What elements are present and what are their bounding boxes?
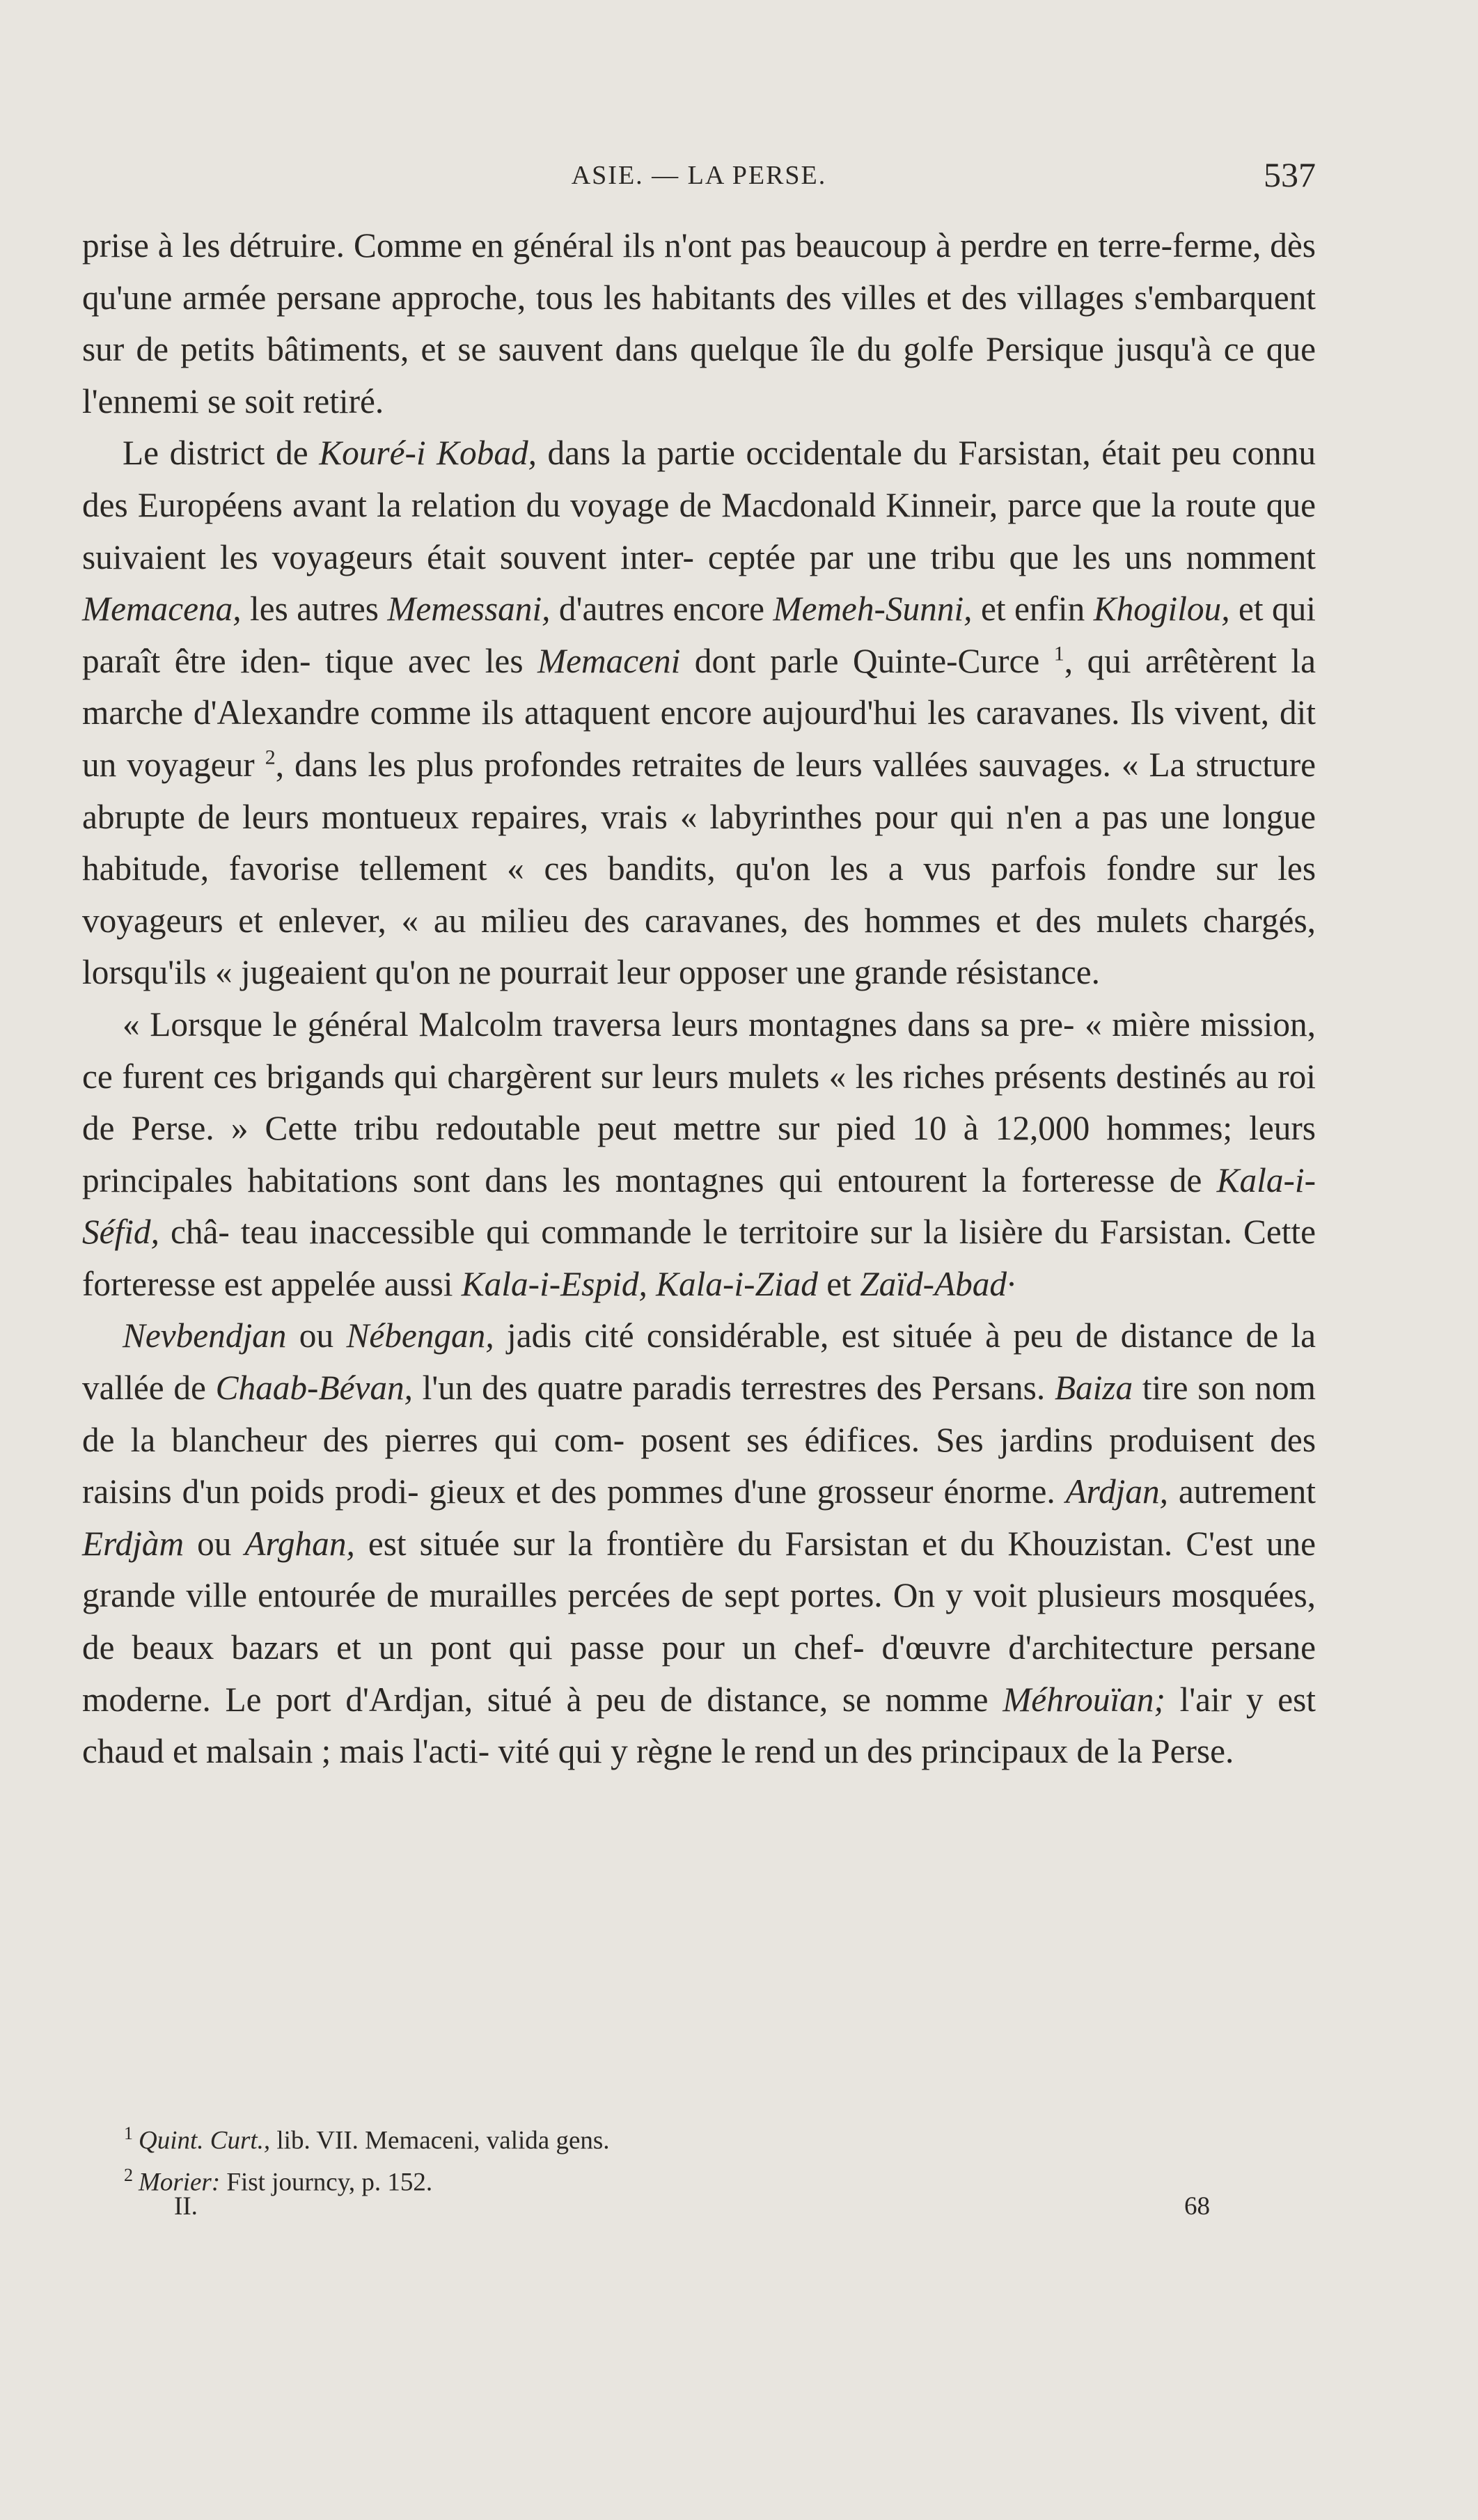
italic-term: Nébengan, xyxy=(346,1316,494,1355)
signature-mark: 68 xyxy=(1184,2192,1210,2221)
italic-term: Ardjan, xyxy=(1065,1472,1168,1511)
italic-term: Kala-i-Espid, xyxy=(461,1264,647,1303)
text-run: jadis cité considérable, est située à peu de distance de la vallée de xyxy=(82,1316,1316,1408)
text-run: et enfin xyxy=(972,590,1094,629)
paragraph xyxy=(82,1310,1316,1777)
signature-line xyxy=(129,2191,1210,2226)
page-header xyxy=(82,155,1316,203)
footnote-source: Quint. Curt., xyxy=(139,2126,271,2155)
italic-term: Arghan, xyxy=(244,1524,355,1563)
body-text xyxy=(82,220,1316,1778)
footnote-ref: 2 xyxy=(265,746,276,769)
text-run: , qui arrêtèrent la marche d'Alexandre comme ils attaquent encore aujourd'hui les caravanes. Ils vivent, dit un voyageur xyxy=(82,641,1316,784)
italic-term: Nevbendjan xyxy=(123,1316,287,1355)
text-run: est située sur la frontière du Farsistan et du Khouzistan. C'est une grande ville entourée de murailles percées de sept portes. On y voit plusieurs mosquées, de beaux bazars et un pont qui passe pour un chef- d'œuvre d'architecture persane moderne. Le port d'Ardjan, situé à peu de distance, se nomme xyxy=(82,1524,1316,1719)
text-run: l'un des quatre paradis terrestres des Persans. xyxy=(412,1369,1055,1408)
footnote-text: Fist journcy, p. 152. xyxy=(220,2168,433,2197)
text-run: et qui paraît être iden- tique avec les xyxy=(82,590,1316,680)
italic-term: Baiza xyxy=(1054,1369,1133,1408)
footnote-source: Morier: xyxy=(139,2168,221,2197)
text-run: Le district de xyxy=(123,434,320,473)
italic-term: Méhrouïan; xyxy=(1003,1680,1165,1719)
italic-term: Memessani, xyxy=(387,590,551,629)
page-number: 537 xyxy=(1264,155,1316,194)
italic-term: Erdjàm xyxy=(82,1524,184,1563)
paragraph xyxy=(82,427,1316,999)
italic-term: Memaceni xyxy=(537,641,681,680)
text-run: « Lorsque le général Malcolm traversa leurs montagnes dans sa pre- « mière mission, ce furent ces brigands qui chargèrent sur leurs mulets « les riches présents destinés au roi de Perse. » Cette tribu redoutable peut mettre sur pied 10 à 12,000 hommes; leurs principales habitations sont dans les montagnes qui entourent la forteresse de xyxy=(82,1005,1316,1199)
volume-mark: II. xyxy=(174,2192,198,2221)
text-run: châ- teau inaccessible qui commande le territoire sur la lisière du Farsistan. Cette forteresse est appelée aussi xyxy=(82,1213,1316,1303)
text-run: et xyxy=(817,1264,860,1303)
text-run: dans la partie occidentale du Farsistan, était peu connu des Européens avant la relation du voyage de Macdonald Kinneir, parce que la route que suivaient les voyageurs était souvent inter- ceptée par une tribu que les uns nomment xyxy=(82,434,1316,576)
text-run: , dans les plus profondes retraites de leurs vallées sauvages. « La structure abrupte de leurs montueux repaires, vrais « labyrinthes pour qui n'en a pas une longue habitude, favorise tellement « ces bandits, qu'on les a vus parfois fondre sur les voyageurs et enlever, « au milieu des caravanes, des hommes et des mulets chargés, lorsqu'ils « jugeaient qu'on ne pourrait leur opposer une grande résistance. xyxy=(82,745,1316,992)
italic-term: Kala-i-Séfid, xyxy=(82,1160,1316,1252)
text-run: les autres xyxy=(241,590,388,629)
paragraph xyxy=(82,999,1316,1311)
italic-term: Khogilou, xyxy=(1093,590,1230,629)
text-run: dont parle Quinte-Curce xyxy=(680,641,1054,680)
paragraph xyxy=(82,220,1316,427)
footnotes xyxy=(82,2116,1316,2200)
text-run: l'air y est chaud et malsain ; mais l'acti- vité qui y règne le rend un des principaux de la Perse. xyxy=(82,1680,1316,1771)
footnote xyxy=(82,2116,1316,2158)
text-run: tire son nom de la blancheur des pierres qui com- posent ses édifices. Ses jardins produisent des raisins d'un poids prodi- gieux et des pommes d'une grosseur énorme. xyxy=(82,1369,1316,1511)
text-run: ou xyxy=(286,1316,347,1355)
footnote-text: lib. VII. Memaceni, valida gens. xyxy=(270,2126,610,2155)
footnote-ref: 1 xyxy=(1053,642,1064,666)
text-run: autrement xyxy=(1168,1472,1316,1511)
italic-term: Memeh-Sunni, xyxy=(773,590,973,629)
text-run xyxy=(647,1265,656,1303)
text-run: ou xyxy=(184,1524,245,1563)
italic-term: Kala-i-Ziad xyxy=(656,1264,818,1303)
running-title: ASIE. — LA PERSE. xyxy=(571,161,827,190)
italic-term: Zaïd-Abad· xyxy=(860,1264,1016,1303)
text-run: d'autres encore xyxy=(550,590,773,629)
italic-term: Memacena, xyxy=(82,590,242,629)
text-run: prise à les détruire. Comme en général ils n'ont pas beaucoup à perdre en terre-ferme, dès qu'une armée persane approche, tous les habitants des villes et des villages s'embarquent sur de petits bâtiments, et se sauvent dans quelque île du golfe Persique jusqu'à ce que l'ennemi se soit retiré. xyxy=(82,226,1316,420)
italic-term: Kouré-i Kobad, xyxy=(319,434,537,473)
footnote-mark: 1 xyxy=(124,2123,133,2143)
footnote-mark: 2 xyxy=(124,2165,133,2186)
italic-term: Chaab-Bévan, xyxy=(215,1369,413,1408)
